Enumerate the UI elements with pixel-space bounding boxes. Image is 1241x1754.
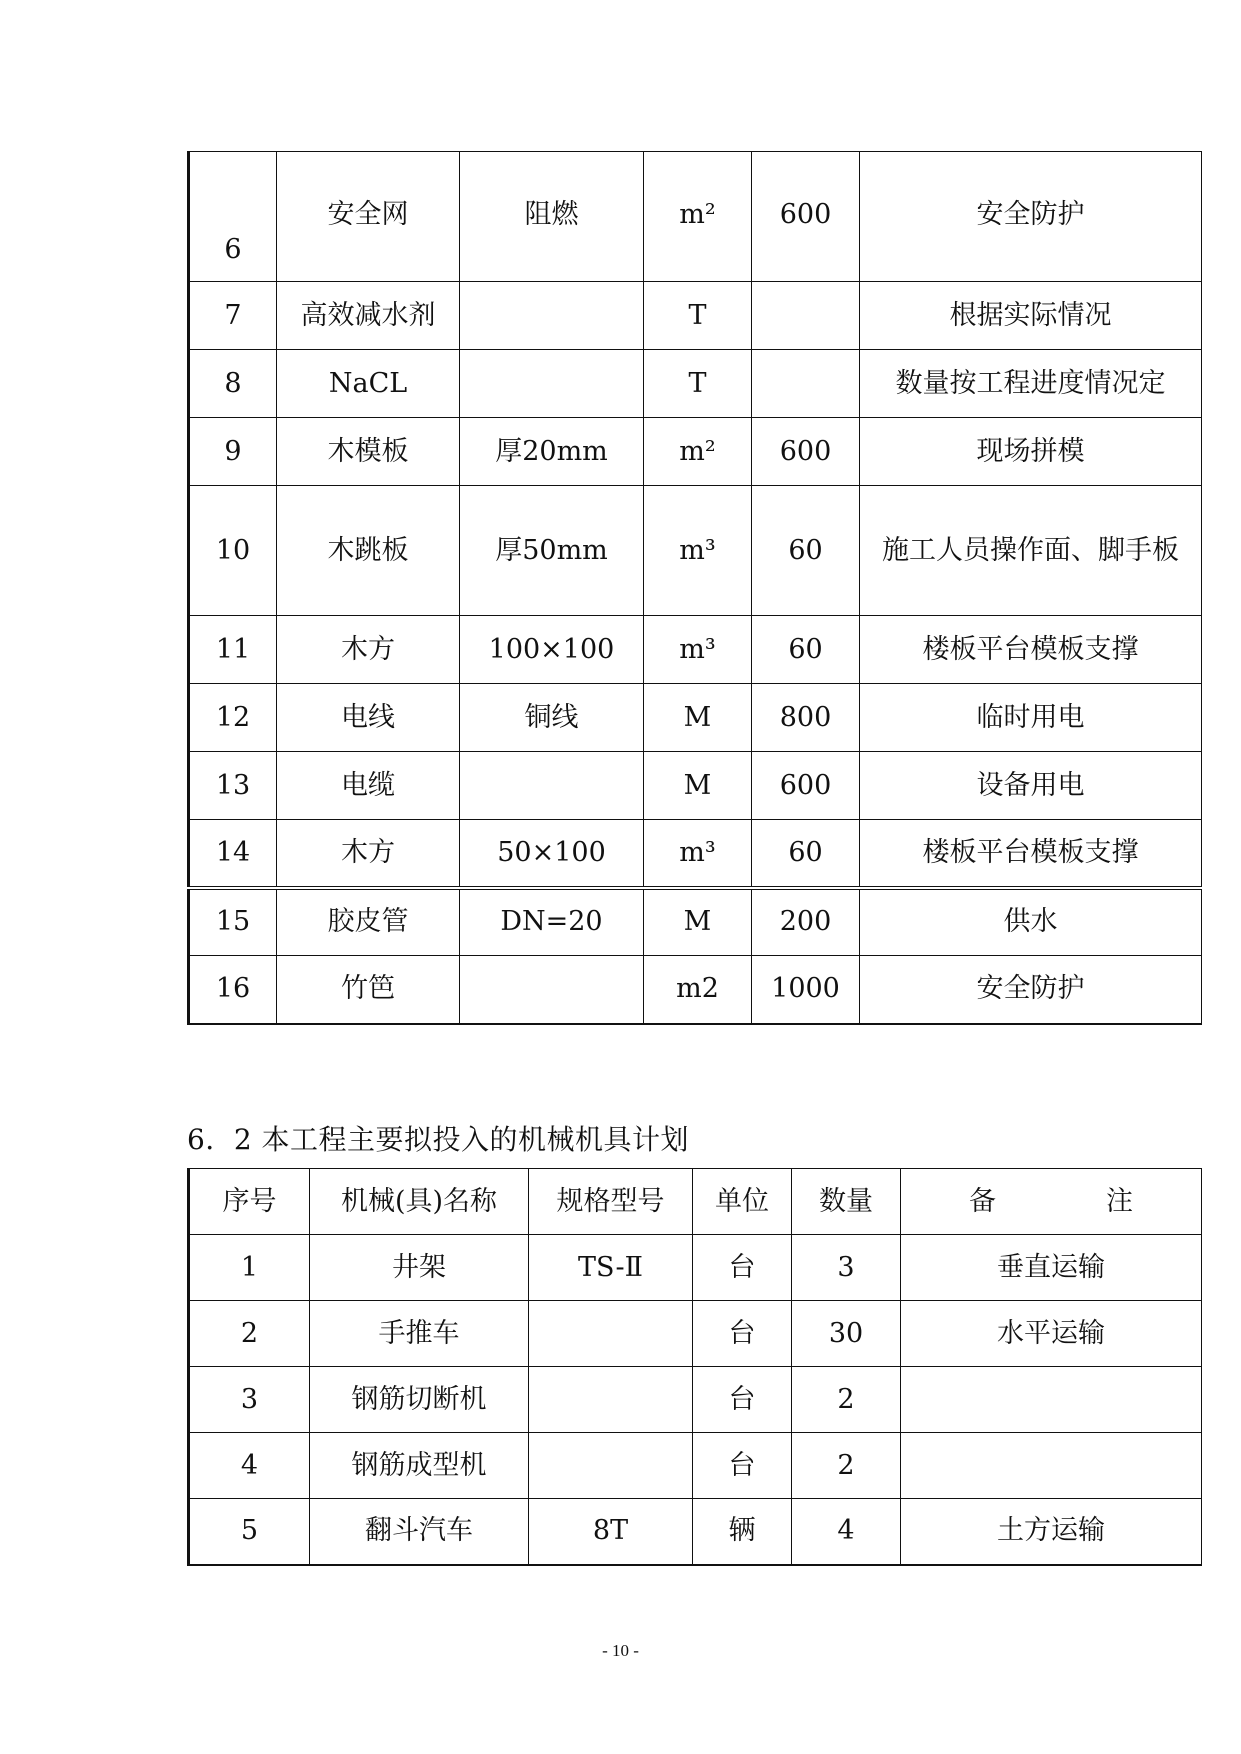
machine-remark: 土方运输 — [901, 1499, 1202, 1565]
table-row — [189, 282, 1202, 350]
material-spec — [460, 282, 644, 350]
machine-spec: 8T — [529, 1499, 693, 1565]
material-unit: T — [644, 282, 752, 350]
row-number: 11 — [189, 616, 277, 684]
material-qty: 200 — [752, 888, 860, 956]
row-number: 10 — [189, 486, 277, 616]
table-row — [189, 1301, 1202, 1367]
row-number: 4 — [189, 1433, 310, 1499]
material-qty: 1000 — [752, 956, 860, 1024]
machine-spec — [529, 1367, 693, 1433]
machine-unit: 台 — [693, 1235, 792, 1301]
material-remark: 安全防护 — [860, 956, 1202, 1024]
table-row — [189, 956, 1202, 1024]
header-spec: 规格型号 — [529, 1169, 693, 1235]
material-spec: DN=20 — [460, 888, 644, 956]
material-remark: 楼板平台模板支撑 — [860, 820, 1202, 888]
row-number: 9 — [189, 418, 277, 486]
section-title: 6．2 本工程主要拟投入的机械机具计划 — [187, 1123, 690, 1156]
machine-qty: 3 — [792, 1235, 901, 1301]
table-row — [189, 486, 1202, 616]
row-number: 1 — [189, 1235, 310, 1301]
material-qty: 60 — [752, 820, 860, 888]
material-spec: 100×100 — [460, 616, 644, 684]
machine-unit: 台 — [693, 1367, 792, 1433]
material-spec — [460, 956, 644, 1024]
material-remark: 数量按工程进度情况定 — [860, 350, 1202, 418]
table-row — [189, 350, 1202, 418]
machine-name: 钢筋切断机 — [310, 1367, 529, 1433]
material-spec: 铜线 — [460, 684, 644, 752]
material-remark: 楼板平台模板支撑 — [860, 616, 1202, 684]
material-name: 木跳板 — [277, 486, 460, 616]
material-remark: 根据实际情况 — [860, 282, 1202, 350]
material-unit: m2 — [644, 956, 752, 1024]
machine-remark: 垂直运输 — [901, 1235, 1202, 1301]
machine-qty: 4 — [792, 1499, 901, 1565]
material-unit: m² — [644, 418, 752, 486]
machine-name: 翻斗汽车 — [310, 1499, 529, 1565]
material-unit: m³ — [644, 616, 752, 684]
material-remark: 现场拼模 — [860, 418, 1202, 486]
machine-spec — [529, 1433, 693, 1499]
machine-name: 手推车 — [310, 1301, 529, 1367]
material-unit: T — [644, 350, 752, 418]
material-remark: 供水 — [860, 888, 1202, 956]
material-unit: M — [644, 684, 752, 752]
header-no: 序号 — [189, 1169, 310, 1235]
material-spec: 厚50mm — [460, 486, 644, 616]
row-number: 7 — [189, 282, 277, 350]
material-name: 木模板 — [277, 418, 460, 486]
machine-qty: 2 — [792, 1367, 901, 1433]
material-name: 电线 — [277, 684, 460, 752]
materials-table — [187, 151, 1202, 1025]
table-row — [189, 684, 1202, 752]
header-name: 机械(具)名称 — [310, 1169, 529, 1235]
row-number: 13 — [189, 752, 277, 820]
row-number: 5 — [189, 1499, 310, 1565]
header-unit: 单位 — [693, 1169, 792, 1235]
table-row — [189, 418, 1202, 486]
machine-remark: 水平运输 — [901, 1301, 1202, 1367]
material-qty — [752, 282, 860, 350]
machine-unit: 台 — [693, 1301, 792, 1367]
machine-unit: 辆 — [693, 1499, 792, 1565]
material-qty: 60 — [752, 486, 860, 616]
row-number: 12 — [189, 684, 277, 752]
header-remark-left: 备 — [969, 1185, 996, 1217]
material-qty — [752, 350, 860, 418]
material-remark: 施工人员操作面、脚手板 — [860, 486, 1202, 616]
material-unit: m³ — [644, 820, 752, 888]
table-row — [189, 820, 1202, 888]
table-row — [189, 1235, 1202, 1301]
machine-unit: 台 — [693, 1433, 792, 1499]
row-number: 15 — [189, 888, 277, 956]
row-number: 6 — [189, 152, 277, 282]
material-name: 高效减水剂 — [277, 282, 460, 350]
table-row — [189, 1499, 1202, 1565]
header-remark — [901, 1169, 1202, 1235]
material-spec: 阻燃 — [460, 152, 644, 282]
material-qty: 600 — [752, 418, 860, 486]
material-name: NaCL — [277, 350, 460, 418]
machine-spec — [529, 1301, 693, 1367]
machine-qty: 2 — [792, 1433, 901, 1499]
table-row — [189, 152, 1202, 282]
row-number: 3 — [189, 1367, 310, 1433]
header-remark-right: 注 — [1106, 1185, 1133, 1217]
material-name: 安全网 — [277, 152, 460, 282]
row-number: 8 — [189, 350, 277, 418]
table-row — [189, 1433, 1202, 1499]
material-unit: M — [644, 752, 752, 820]
material-name: 胶皮管 — [277, 888, 460, 956]
machine-name: 井架 — [310, 1235, 529, 1301]
table-row — [189, 752, 1202, 820]
table-row — [189, 888, 1202, 956]
material-unit: M — [644, 888, 752, 956]
machine-name: 钢筋成型机 — [310, 1433, 529, 1499]
material-remark: 安全防护 — [860, 152, 1202, 282]
machine-spec: TS-Ⅱ — [529, 1235, 693, 1301]
material-name: 木方 — [277, 616, 460, 684]
row-number: 14 — [189, 820, 277, 888]
material-name: 电缆 — [277, 752, 460, 820]
page-number: - 10 - — [602, 1641, 639, 1660]
machine-remark — [901, 1367, 1202, 1433]
table-row — [189, 616, 1202, 684]
material-name: 木方 — [277, 820, 460, 888]
material-spec — [460, 752, 644, 820]
material-name: 竹笆 — [277, 956, 460, 1024]
row-number: 2 — [189, 1301, 310, 1367]
machine-remark — [901, 1433, 1202, 1499]
material-qty: 600 — [752, 752, 860, 820]
material-qty: 600 — [752, 152, 860, 282]
machine-qty: 30 — [792, 1301, 901, 1367]
material-spec: 50×100 — [460, 820, 644, 888]
material-spec — [460, 350, 644, 418]
material-qty: 60 — [752, 616, 860, 684]
material-unit: m² — [644, 152, 752, 282]
material-remark: 临时用电 — [860, 684, 1202, 752]
machinery-table — [187, 1168, 1202, 1566]
row-number: 16 — [189, 956, 277, 1024]
material-remark: 设备用电 — [860, 752, 1202, 820]
material-qty: 800 — [752, 684, 860, 752]
material-unit: m³ — [644, 486, 752, 616]
table-row — [189, 1367, 1202, 1433]
material-spec: 厚20mm — [460, 418, 644, 486]
header-qty: 数量 — [792, 1169, 901, 1235]
table-header-row — [189, 1169, 1202, 1235]
